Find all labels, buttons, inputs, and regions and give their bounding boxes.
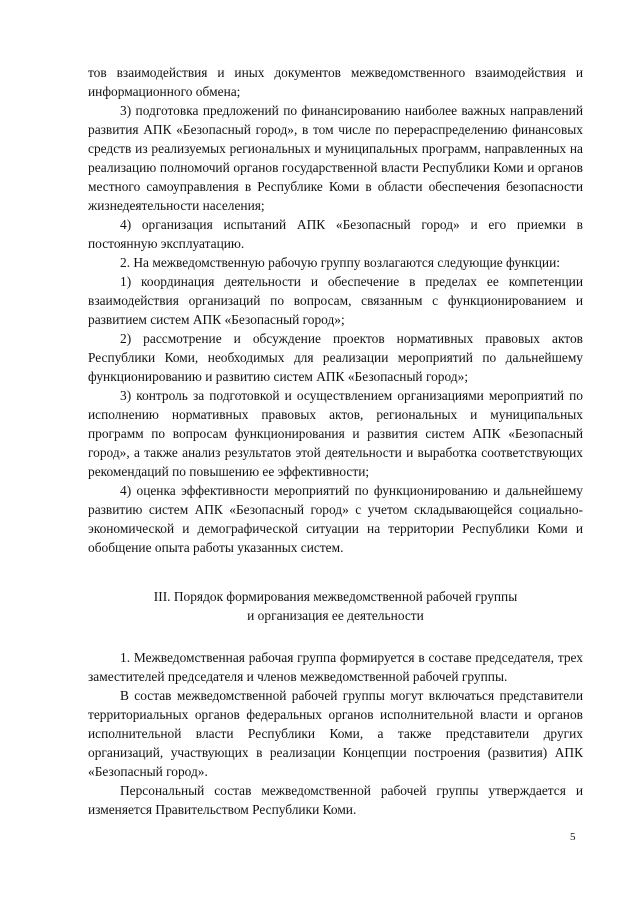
section-heading-line-1: III. Порядок формирования межведомственной рабочей группы xyxy=(153,589,518,604)
section-heading xyxy=(88,587,583,625)
body-text xyxy=(88,63,583,557)
section-text xyxy=(88,648,583,819)
paragraph-functions-intro: 2. На межведомственную рабочую группу возлагаются следующие функции: xyxy=(120,255,560,270)
paragraph-function-1: 1) координация деятельности и обеспечение в пределах ее компетенции взаимодействия организаций по вопросам, связанным с функционированием и развитием систем АПК «Безопасный город»; xyxy=(88,274,583,327)
section-paragraph-3: Персональный состав межведомственной рабочей группы утверждается и изменяется Правительством Республики Коми. xyxy=(88,783,583,817)
section-heading-line-2: и организация ее деятельности xyxy=(247,608,424,623)
paragraph-function-4: 4) оценка эффективности мероприятий по функционированию и дальнейшему развитию систем АПК «Безопасный город» с учетом складывающейся социально-экономической и демографической ситуации на территории Республики Коми и обобщение опыта работы указанных систем. xyxy=(88,483,583,555)
paragraph-item-3: 3) подготовка предложений по финансированию наиболее важных направлений развития АПК «Безопасный город», в том числе по перераспределению финансовых средств из реализуемых региональных и муниципальных программ, направленных на реализацию полномочий органов государственной власти Республики Коми и органов местного самоуправления в Республике Коми в области обеспечения безопасности жизнедеятельности населения; xyxy=(88,103,583,213)
paragraph-function-2: 2) рассмотрение и обсуждение проектов нормативных правовых актов Республики Коми, необходимых для реализации мероприятий по дальнейшему функционированию и развитию систем АПК «Безопасный город»; xyxy=(88,331,583,384)
section-paragraph-1: 1. Межведомственная рабочая группа формируется в составе председателя, трех заместителей председателя и членов межведомственной рабочей группы. xyxy=(88,650,583,684)
page-number: 5 xyxy=(570,831,576,843)
paragraph-continuation: тов взаимодействия и иных документов межведомственного взаимодействия и информационного обмена; xyxy=(88,65,583,99)
paragraph-item-4: 4) организация испытаний АПК «Безопасный город» и его приемки в постоянную эксплуатацию. xyxy=(88,217,583,251)
paragraph-function-3: 3) контроль за подготовкой и осуществлением организациями мероприятий по исполнению нормативных правовых актов, региональных и муниципальных программ по вопросам функционирования и развития систем АПК «Безопасный город», а также анализ результатов этой деятельности и выработка соответствующих рекомендаций по повышению ее эффективности; xyxy=(88,388,583,479)
section-paragraph-2: В состав межведомственной рабочей группы могут включаться представители территориальных органов федеральных органов исполнительной власти и органов исполнительной власти Республики Коми, а также представители других организаций, участвующих в реализации Концепции построения (развития) АПК «Безопасный город». xyxy=(88,688,583,779)
